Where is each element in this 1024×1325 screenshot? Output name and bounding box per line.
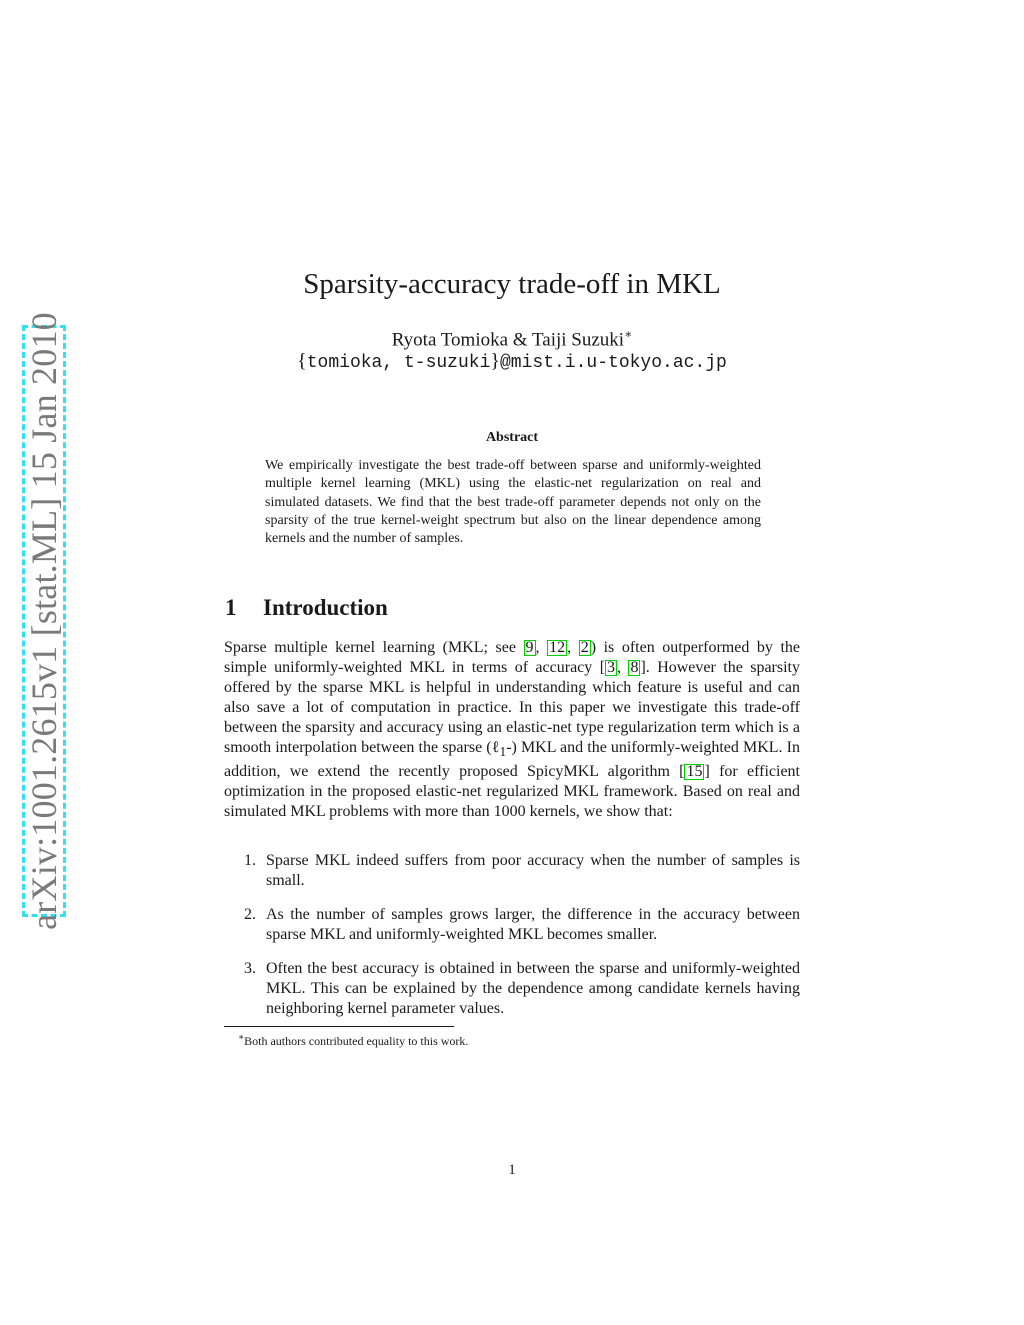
list-item-text: Often the best accuracy is obtained in between the sparse and uniformly-weighted MKL. This can be explained by the dependence among candidate kernels having neighboring kernel parameter values.	[266, 960, 800, 1017]
arxiv-identifier[interactable]: arXiv:1001.2615v1 [stat.ML] 15 Jan 2010	[24, 312, 64, 930]
footnote-text: Both authors contributed equality to this work.	[244, 1034, 469, 1048]
abstract-text: We empirically investigate the best trade-off between sparse and uniformly-weighted multiple kernel learning (MKL) using the elastic-net regularization on real and simulated datasets. We find that the best trade-off parameter depends not only on the sparsity of the true kernel-weight spectrum but also on the linear dependence among kernels and the number of samples.	[265, 458, 761, 547]
email-brace-open: {	[297, 350, 307, 372]
citation-separator: ,	[567, 639, 579, 656]
list-item-text: Sparse MKL indeed suffers from poor accuracy when the number of samples is small.	[266, 852, 800, 889]
footnote	[238, 1032, 468, 1049]
author-line	[0, 327, 1024, 351]
section-heading	[225, 595, 388, 621]
paper-title: Sparsity-accuracy trade-off in MKL	[303, 268, 721, 300]
list-item	[224, 905, 800, 945]
citation-link[interactable]: 12	[549, 639, 566, 656]
findings-list	[224, 851, 800, 1033]
author-footnote-marker[interactable]: ∗	[624, 327, 633, 341]
citation-link[interactable]: 2	[580, 639, 589, 656]
intro-text-e: for efficient optimization in the proposed elastic-net regularized MKL framework. Based on real and simulated MKL problems with more than 1000 kernels, we show that:	[224, 763, 800, 821]
email-domain: @mist.i.u-tokyo.ac.jp	[500, 353, 727, 373]
intro-text-a: Sparse multiple kernel learning (MKL; see	[224, 639, 524, 656]
intro-text-c: ]. However the sparsity offered by the sparse MKL is helpful in understanding which feature is useful and can also save a lot of computation in practice. In this paper we investigate this trade-off between the sparsity and accuracy using an elastic-net type regularization term which is a smooth interpolation between the sparse (ℓ	[224, 659, 801, 756]
intro-text-d: -) MKL and the uniformly-weighted MKL. In addition, we extend the recently proposed SpicyMKL algorithm	[224, 739, 800, 781]
list-item	[224, 851, 800, 891]
intro-text-b: ) is often outperformed by the simple uniformly-weighted MKL in terms of accuracy	[224, 639, 801, 676]
abstract-heading: Abstract	[485, 430, 539, 445]
list-marker: 3.	[244, 960, 256, 977]
author-emails	[0, 350, 1024, 373]
citation-link[interactable]: 8	[630, 659, 639, 676]
l1-subscript: 1	[499, 744, 507, 760]
citation-separator: ,	[535, 639, 548, 656]
page-number: 1	[508, 1162, 516, 1178]
citation-separator: ,	[617, 659, 629, 676]
email-brace-close: }	[490, 350, 500, 372]
list-item	[224, 959, 800, 1019]
citation-link[interactable]: 15	[686, 763, 703, 781]
section-title: Introduction	[263, 595, 388, 620]
footnote-marker: ∗	[238, 1032, 245, 1042]
section-number: 1	[225, 595, 237, 620]
intro-paragraph: Sparse multiple kernel learning (MKL; see 9 , 12 , 2 ) is often outperformed by the simple uniformly-weighted MKL in terms of accuracy [ 3 , 8 ]. However the sparsity offered by the sparse MKL is helpful in understanding which feature is useful and can also save a lot of computation in practice. In this paper we investigate this trade-off between the sparsity and accuracy using an elastic-net type regularization term which is a smooth interpolation between the sparse (ℓ$_1$-) MKL and the uniformly-weighted MKL. In addition, we extend the recently proposed SpicyMKL algorithm [ 15 ] for efficient optimization in the proposed elastic-net regularized MKL framework. Based on real and simulated MKL problems with more than 1000 kernels, we show that:	[224, 639, 801, 821]
footnote-divider	[224, 1026, 454, 1027]
author-names: Ryota Tomioka & Taiji Suzuki	[391, 329, 625, 351]
list-marker: 2.	[244, 906, 256, 923]
citation-link[interactable]: 9	[525, 639, 534, 656]
list-item-text: As the number of samples grows larger, the difference in the accuracy between sparse MKL and uniformly-weighted MKL becomes smaller.	[266, 906, 800, 943]
email-users: tomioka, t-suzuki	[306, 353, 491, 373]
citation-link[interactable]: 3	[607, 659, 616, 676]
list-marker: 1.	[244, 852, 256, 869]
